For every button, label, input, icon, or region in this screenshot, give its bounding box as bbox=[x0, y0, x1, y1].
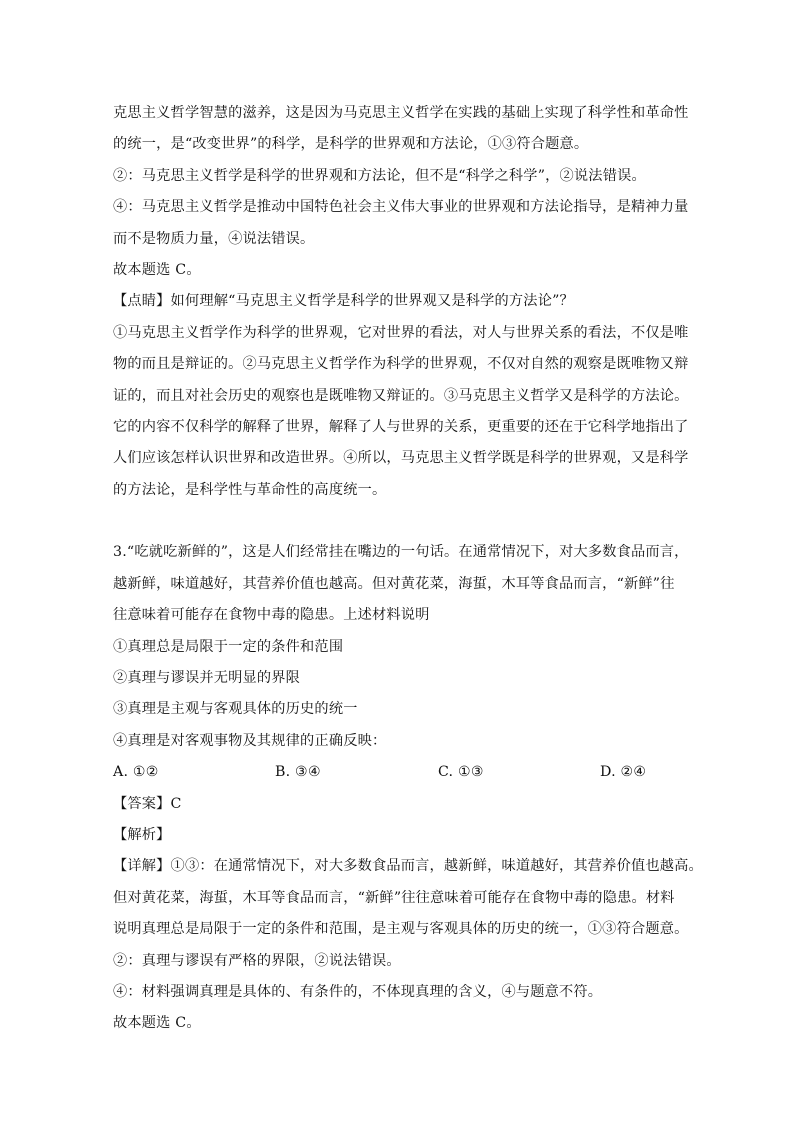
analysis-label: 【解析】 bbox=[113, 826, 171, 843]
text-line: 的统一，是“改变世界”的科学，是科学的世界观和方法论，①③符合题意。 bbox=[113, 136, 589, 153]
text-line: ②：马克思主义哲学是科学的世界观和方法论，但不是“科学之科学”，②说法错误。 bbox=[113, 167, 646, 184]
question-stem-line: 越新鲜，味道越好，其营养价值也越高。但对黄花菜，海蜇，木耳等食品而言，“新鲜”往 bbox=[113, 575, 675, 592]
text-line: ④：马克思主义哲学是推动中国特色社会主义伟大事业的世界观和方法论指导，是精神力量 bbox=[113, 199, 689, 216]
question-stem-line: 3.“吃就吃新鲜的”，这是人们经常挂在嘴边的一句话。在通常情况下，对大多数食品而言， bbox=[113, 544, 689, 561]
statement-3: ③真理是主观与客观具体的历史的统一 bbox=[113, 701, 358, 718]
option-c: C. ①③ bbox=[438, 764, 484, 781]
analysis-line: 说明真理总是局限于一定的条件和范围，是主观与客观具体的历史的统一，①③符合题意。 bbox=[113, 921, 689, 938]
text-line: 克思主义哲学智慧的滋养，这是因为马克思主义哲学在实践的基础上实现了科学性和革命性 bbox=[113, 105, 689, 121]
text-line: 而不是物质力量，④说法错误。 bbox=[113, 230, 315, 247]
statement-2: ②真理与谬误并无明显的界限 bbox=[113, 669, 301, 686]
text-line: 人们应该怎样认识世界和改造世界。④所以，马克思主义哲学既是科学的世界观，又是科学 bbox=[113, 450, 689, 467]
previous-analysis bbox=[113, 98, 693, 506]
analysis-line: 但对黄花菜，海蜇，木耳等食品而言，“新鲜”往往意味着可能存在食物中毒的隐患。材料 bbox=[113, 889, 675, 906]
answer-label: 【答案】C bbox=[113, 795, 182, 812]
conclusion-line: 故本题选 C。 bbox=[113, 1015, 201, 1032]
text-line: ①马克思主义哲学作为科学的世界观，它对世界的看法，对人与世界关系的看法，不仅是唯 bbox=[113, 324, 689, 341]
highlight-heading: 【点睛】如何理解“马克思主义哲学是科学的世界观又是科学的方法论”？ bbox=[113, 293, 574, 310]
option-b: B. ③④ bbox=[275, 764, 321, 781]
text-line: 的方法论，是科学性与革命性的高度统一。 bbox=[113, 481, 387, 498]
analysis-line: ④：材料强调真理是具体的、有条件的，不体现真理的含义，④与题意不符。 bbox=[113, 983, 603, 1000]
text-line: 证的，而且对社会历史的观察也是既唯物又辩证的。③马克思主义哲学又是科学的方法论。 bbox=[113, 387, 689, 404]
text-line: 它的内容不仅科学的解释了世界，解释了人与世界的关系，更重要的还在于它科学地指出了 bbox=[113, 419, 689, 436]
answer-section bbox=[113, 789, 703, 1040]
option-a: A. ①② bbox=[113, 764, 159, 781]
question-3 bbox=[113, 537, 693, 788]
statement-4: ④真理是对客观事物及其规律的正确反映： bbox=[113, 732, 387, 749]
document-content bbox=[113, 98, 703, 1040]
analysis-line: ②：真理与谬误有严格的界限，②说法错误。 bbox=[113, 952, 401, 969]
answer-options bbox=[113, 757, 693, 788]
paragraph-gap bbox=[113, 506, 693, 537]
conclusion-line: 故本题选 C。 bbox=[113, 262, 201, 279]
question-stem-line: 往意味着可能存在食物中毒的隐患。上述材料说明 bbox=[113, 607, 430, 624]
text-line: 物的而且是辩证的。②马克思主义哲学作为科学的世界观，不仅对自然的观察是既唯物又辩 bbox=[113, 356, 689, 373]
option-d: D. ②④ bbox=[600, 764, 647, 781]
analysis-line: 【详解】①③：在通常情况下，对大多数食品而言，越新鲜，味道越好，其营养价值也越高。 bbox=[113, 858, 703, 875]
statement-1: ①真理总是局限于一定的条件和范围 bbox=[113, 638, 344, 655]
